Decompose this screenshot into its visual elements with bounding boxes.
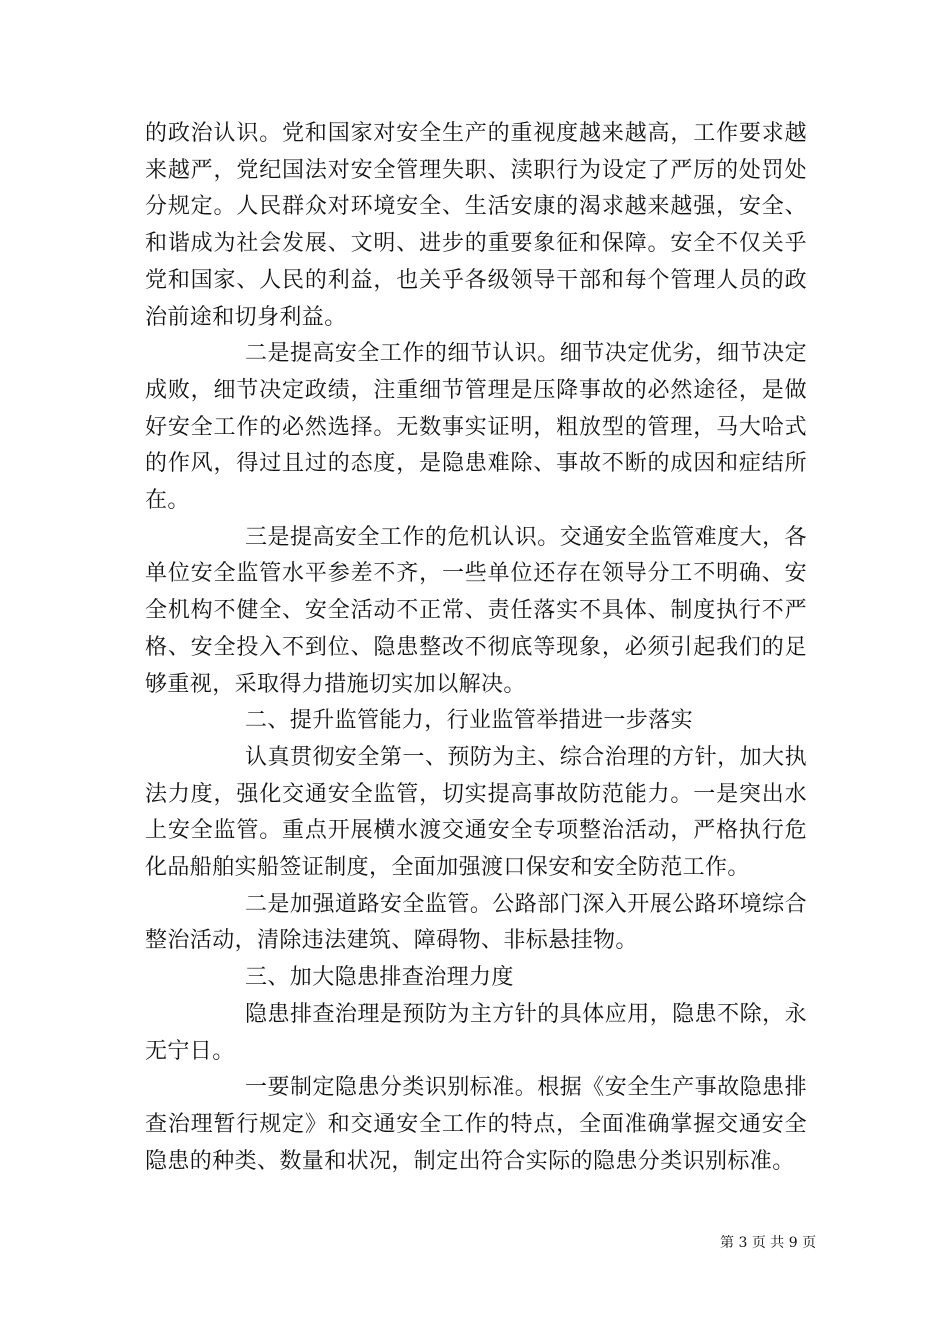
page-body — [145, 116, 807, 1180]
page-number-footer — [720, 1232, 816, 1252]
paragraph-political-awareness: 的政治认识。党和国家对安全生产的重视度越来越高，工作要求越来越严，党纪国法对安全管理失职、渎职行为设定了严厉的处罚处分规定。人民群众对环境安全、生活安康的渴求越来越强，安全、和谐成为社会发展、文明、进步的重要象征和保障。安全不仅关乎党和国家、人民的利益，也关乎各级领导干部和每个管理人员的政治前途和切身利益。 — [145, 121, 807, 330]
paragraph-crisis-awareness: 三是提高安全工作的危机认识。交通安全监管难度大，各单位安全监管水平参差不齐，一些单位还存在领导分工不明确、安全机构不健全、安全活动不正常、责任落实不具体、制度执行不严格、安全投入不到位、隐患整改不彻底等现象，必须引起我们的足够重视，采取得力措施切实加以解决。 — [145, 524, 807, 697]
paragraph-water-supervision: 认真贯彻安全第一、预防为主、综合治理的方针，加大执法力度，强化交通安全监管，切实提高事故防范能力。一是突出水上安全监管。重点开展横水渡交通安全专项整治活动，严格执行危化品船舶实船签证制度，全面加强渡口保安和安全防范工作。 — [145, 744, 807, 881]
paragraph-detail-awareness: 二是提高安全工作的细节认识。细节决定优劣，细节决定成败，细节决定政绩，注重细节管理是压降事故的必然途径，是做好安全工作的必然选择。无数事实证明，粗放型的管理，马大哈式的作风，得过且过的态度，是隐患难除、事故不断的成因和症结所在。 — [145, 341, 807, 514]
paragraph-road-supervision: 二是加强道路安全监管。公路部门深入开展公路环境综合整治活动，清除违法建筑、障碍物、非标悬挂物。 — [145, 891, 807, 954]
footer-total-pages: 9 — [788, 1235, 798, 1251]
footer-prefix: 第 — [720, 1235, 734, 1251]
section-heading-supervision: 二、提升监管能力，行业监管举措进一步落实 — [245, 708, 694, 734]
paragraph-hazard-standards: 一要制定隐患分类识别标准。根据《安全生产事故隐患排查治理暂行规定》和交通安全工作的特点，全面准确掌握交通安全隐患的种类、数量和状况，制定出符合实际的隐患分类识别标准。 — [145, 1075, 807, 1174]
section-heading-hazard: 三、加大隐患排查治理力度 — [245, 965, 514, 991]
footer-middle: 页 共 — [751, 1235, 785, 1251]
footer-suffix: 页 — [802, 1235, 817, 1251]
footer-current-page: 3 — [738, 1235, 748, 1251]
paragraph-hazard-governance: 隐患排查治理是预防为主方针的具体应用，隐患不除，永无宁日。 — [145, 1001, 807, 1064]
